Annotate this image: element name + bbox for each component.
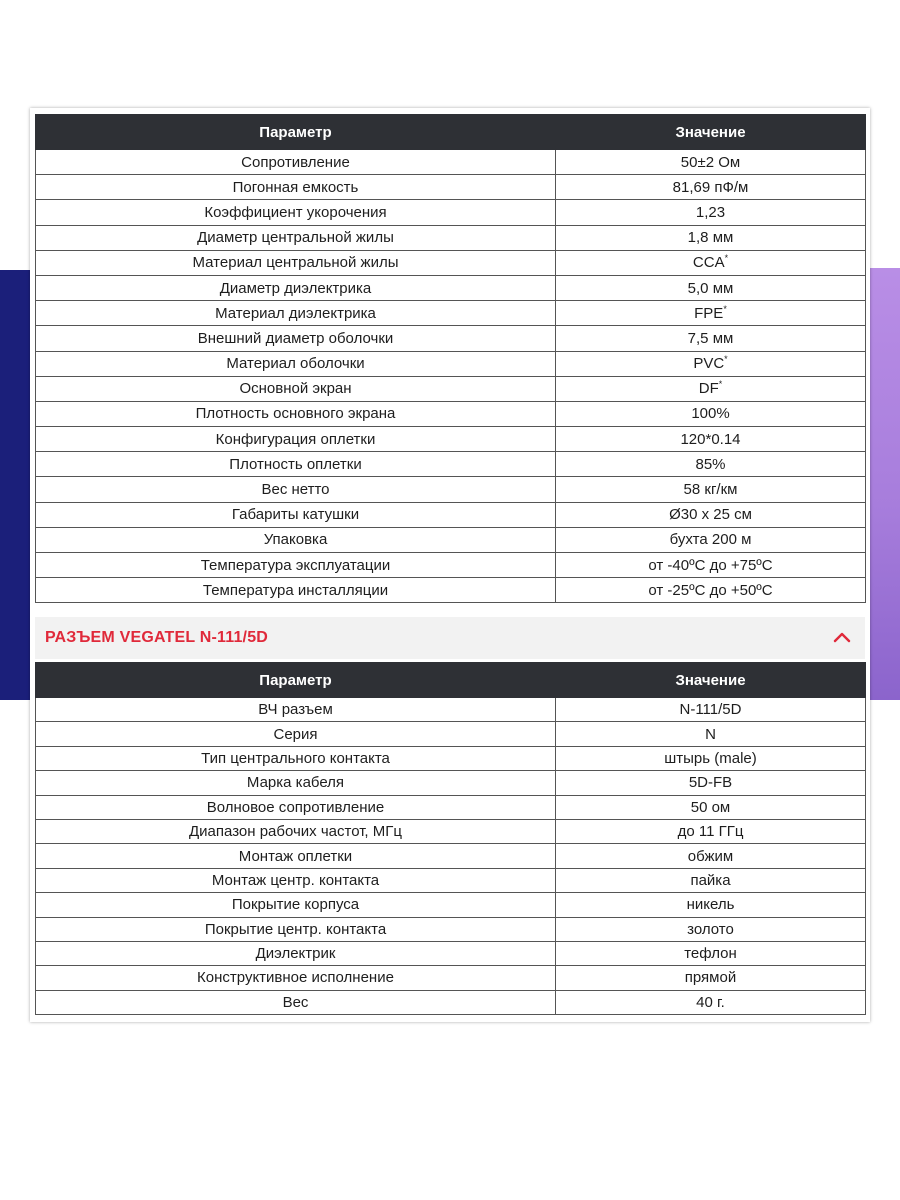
param-cell: Упаковка [36, 527, 556, 552]
value-text: золото [687, 920, 734, 938]
param-cell: Плотность оплетки [36, 452, 556, 477]
param-cell: Плотность основного экрана [36, 401, 556, 426]
table-row [36, 452, 866, 477]
table-row [36, 301, 866, 326]
value-text: PVC [693, 355, 725, 373]
table-row [36, 225, 866, 250]
table-row [36, 175, 866, 200]
table-row [36, 795, 866, 819]
value-text: N [705, 725, 716, 743]
table-row [36, 553, 866, 578]
param-cell: Конфигурация оплетки [36, 427, 556, 452]
value-cell [556, 722, 866, 746]
value-cell [556, 301, 866, 326]
value-cell [556, 477, 866, 502]
table-row [36, 746, 866, 770]
value-cell [556, 578, 866, 603]
param-cell: Материал диэлектрика [36, 301, 556, 326]
value-text: Ø30 x 25 см [669, 506, 752, 524]
cable-spec-table [35, 114, 866, 603]
value-cell [556, 275, 866, 300]
table-row [36, 698, 866, 722]
column-header-value: Значение [556, 663, 866, 698]
value-cell [556, 893, 866, 917]
chevron-up-icon[interactable] [831, 626, 853, 648]
param-cell: Марка кабеля [36, 771, 556, 795]
value-cell [556, 868, 866, 892]
value-text: прямой [684, 969, 737, 987]
value-text: бухта 200 м [669, 531, 752, 549]
value-cell [556, 527, 866, 552]
footnote-mark: * [723, 303, 727, 314]
param-cell: Покрытие центр. контакта [36, 917, 556, 941]
table-row [36, 917, 866, 941]
value-cell [556, 746, 866, 770]
value-text: от -25ºC до +50ºC [648, 581, 773, 599]
table-row [36, 427, 866, 452]
param-cell: Погонная емкость [36, 175, 556, 200]
connector-section-header[interactable] [35, 617, 865, 659]
value-text: тефлон [684, 945, 737, 963]
value-cell [556, 990, 866, 1014]
value-cell [556, 771, 866, 795]
table-row [36, 527, 866, 552]
value-cell [556, 401, 866, 426]
value-cell [556, 427, 866, 452]
param-cell: Конструктивное исполнение [36, 966, 556, 990]
param-cell: Габариты катушки [36, 502, 556, 527]
table-row [36, 844, 866, 868]
value-cell [556, 452, 866, 477]
table-row [36, 893, 866, 917]
value-text: 5D-FB [688, 774, 733, 792]
table-row [36, 941, 866, 965]
value-cell [556, 351, 866, 376]
table-row [36, 200, 866, 225]
value-cell [556, 941, 866, 965]
value-text: 1,23 [695, 203, 726, 221]
value-text: обжим [687, 847, 734, 865]
value-text: 5,0 мм [687, 279, 734, 297]
table-row [36, 966, 866, 990]
column-header-value: Значение [556, 115, 866, 150]
param-cell: Температура эксплуатации [36, 553, 556, 578]
table-row [36, 401, 866, 426]
value-cell [556, 175, 866, 200]
value-cell [556, 502, 866, 527]
value-cell [556, 376, 866, 401]
value-text: никель [686, 896, 735, 914]
value-cell [556, 553, 866, 578]
value-cell [556, 326, 866, 351]
table-row [36, 150, 866, 175]
value-cell [556, 698, 866, 722]
param-cell: Покрытие корпуса [36, 893, 556, 917]
table-row [36, 771, 866, 795]
value-text: 81,69 пФ/м [672, 178, 749, 196]
table-row [36, 376, 866, 401]
column-header-param: Параметр [36, 663, 556, 698]
column-header-param: Параметр [36, 115, 556, 150]
param-cell: Монтаж центр. контакта [36, 868, 556, 892]
value-cell [556, 150, 866, 175]
value-text: 85% [695, 455, 726, 473]
value-text: 50±2 Ом [680, 153, 741, 171]
value-text: до 11 ГГц [677, 823, 744, 841]
table-row [36, 502, 866, 527]
param-cell: Серия [36, 722, 556, 746]
section-title: РАЗЪЕМ VEGATEL N-111/5D [45, 629, 269, 646]
table-row [36, 326, 866, 351]
table-header-row [36, 115, 866, 150]
value-cell [556, 250, 866, 275]
value-text: от -40ºC до +75ºC [648, 556, 773, 574]
value-text: 7,5 мм [687, 329, 734, 347]
param-cell: Материал оболочки [36, 351, 556, 376]
value-cell [556, 966, 866, 990]
spec-card [30, 108, 870, 1022]
value-cell [556, 200, 866, 225]
table-row [36, 722, 866, 746]
param-cell: ВЧ разъем [36, 698, 556, 722]
value-text: пайка [690, 871, 731, 889]
param-cell: Вес [36, 990, 556, 1014]
param-cell: Температура инсталляции [36, 578, 556, 603]
table-row [36, 351, 866, 376]
value-text: DF [698, 380, 719, 398]
table-row [36, 578, 866, 603]
param-cell: Диэлектрик [36, 941, 556, 965]
footnote-mark: * [724, 354, 728, 365]
value-text: FPE [694, 304, 724, 322]
value-text: штырь (male) [664, 749, 757, 767]
value-cell [556, 917, 866, 941]
table-row [36, 275, 866, 300]
param-cell: Диаметр диэлектрика [36, 275, 556, 300]
table-row [36, 250, 866, 275]
param-cell: Коэффициент укорочения [36, 200, 556, 225]
param-cell: Монтаж оплетки [36, 844, 556, 868]
table-header-row [36, 663, 866, 698]
value-text: 120*0.14 [680, 430, 741, 448]
footnote-mark: * [724, 253, 729, 264]
value-cell [556, 844, 866, 868]
connector-spec-table [35, 662, 866, 1015]
param-cell: Внешний диаметр оболочки [36, 326, 556, 351]
value-cell [556, 819, 866, 843]
param-cell: Диаметр центральной жилы [36, 225, 556, 250]
value-text: 1,8 мм [687, 229, 734, 247]
param-cell: Тип центрального контакта [36, 746, 556, 770]
value-text: 50 ом [690, 798, 731, 816]
param-cell: Диапазон рабочих частот, МГц [36, 819, 556, 843]
param-cell: Волновое сопротивление [36, 795, 556, 819]
value-text: 58 кг/км [683, 481, 738, 499]
table-row [36, 477, 866, 502]
value-text: N-111/5D [679, 701, 742, 719]
footnote-mark: * [718, 379, 723, 390]
value-text: 40 г. [696, 993, 725, 1011]
table-row [36, 819, 866, 843]
param-cell: Материал центральной жилы [36, 250, 556, 275]
value-text: CCA [692, 254, 725, 272]
value-cell [556, 795, 866, 819]
param-cell: Вес нетто [36, 477, 556, 502]
param-cell: Основной экран [36, 376, 556, 401]
table-row [36, 868, 866, 892]
value-cell [556, 225, 866, 250]
value-text: 100% [691, 405, 730, 423]
table-row [36, 990, 866, 1014]
param-cell: Сопротивление [36, 150, 556, 175]
